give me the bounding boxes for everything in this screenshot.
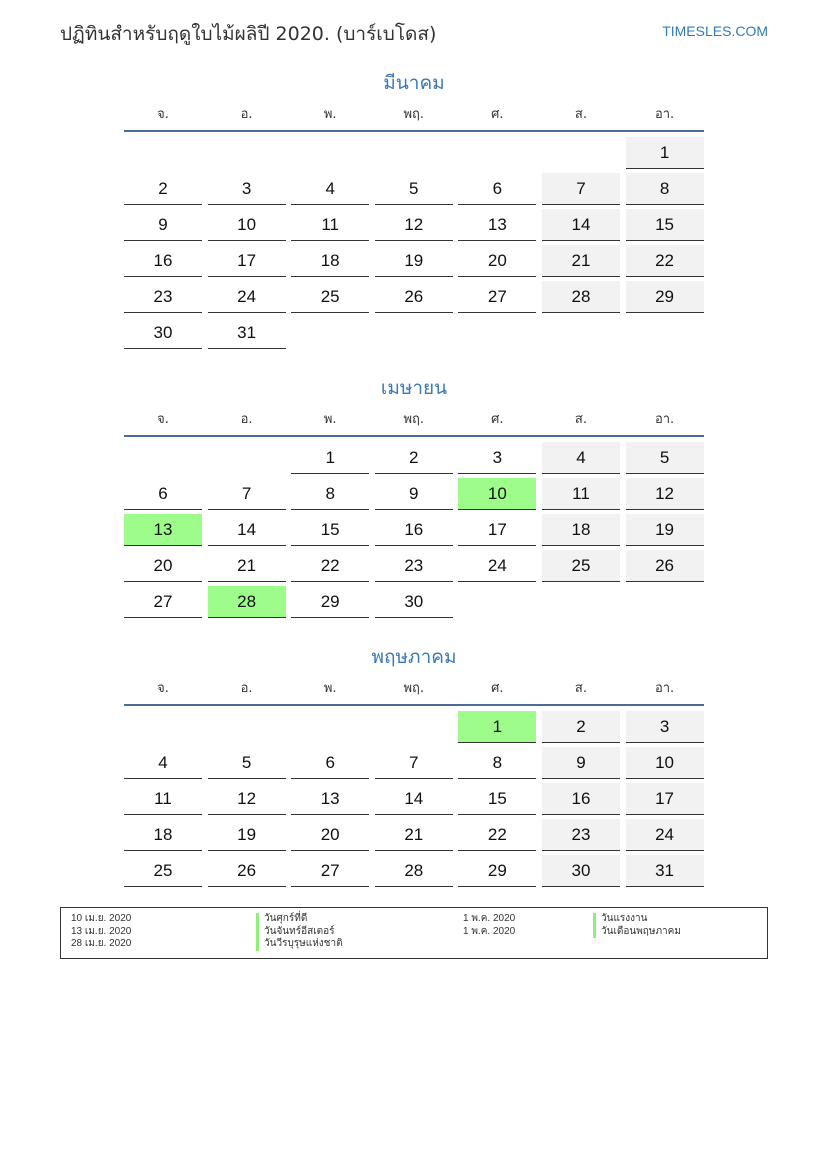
day-cell[interactable]: 6 xyxy=(124,478,202,510)
day-cell[interactable]: 28 xyxy=(542,281,620,313)
day-cell[interactable]: 14 xyxy=(208,514,286,546)
day-cell[interactable]: 1 xyxy=(626,137,704,169)
weekday-label: ศ. xyxy=(491,107,504,122)
day-cell[interactable]: 12 xyxy=(208,783,286,815)
legend-holiday-name: วันแรงงาน xyxy=(593,913,681,926)
day-cell[interactable]: 13 xyxy=(291,783,369,815)
day-cell[interactable]: 7 xyxy=(542,173,620,205)
day-cell[interactable]: 10 xyxy=(208,209,286,241)
weekday-label: พฤ. xyxy=(403,412,425,427)
day-cell[interactable]: 7 xyxy=(208,478,286,510)
day-cell[interactable]: 30 xyxy=(542,855,620,887)
legend-holiday-name: วันวีรบุรุษแห่งชาติ xyxy=(256,938,343,951)
day-cell[interactable]: 17 xyxy=(458,514,536,546)
weekday-label: จ. xyxy=(157,412,169,427)
weekday-label: ศ. xyxy=(491,681,504,696)
empty-cell xyxy=(208,137,286,169)
empty-cell xyxy=(208,442,286,474)
day-cell[interactable]: 3 xyxy=(208,173,286,205)
day-cell[interactable]: 6 xyxy=(458,173,536,205)
legend-dates-left xyxy=(71,913,131,951)
day-grid xyxy=(124,442,704,622)
legend-names-left xyxy=(256,913,343,951)
day-cell[interactable]: 12 xyxy=(375,209,453,241)
day-grid xyxy=(124,711,704,891)
day-cell[interactable]: 25 xyxy=(291,281,369,313)
day-cell[interactable]: 27 xyxy=(291,855,369,887)
empty-cell xyxy=(208,711,286,743)
day-cell[interactable]: 16 xyxy=(375,514,453,546)
day-cell[interactable]: 21 xyxy=(375,819,453,851)
legend-date: 1 พ.ค. 2020 xyxy=(463,913,516,924)
day-cell[interactable]: 13 xyxy=(458,209,536,241)
day-cell[interactable]: 9 xyxy=(124,209,202,241)
weekday-label: อา. xyxy=(654,681,675,696)
weekday-label: อ. xyxy=(240,412,253,427)
day-cell[interactable]: 11 xyxy=(291,209,369,241)
legend-holiday-name: วันศุกร์ที่ดี xyxy=(256,913,343,926)
weekday-label: พ. xyxy=(323,412,337,427)
day-cell[interactable]: 15 xyxy=(291,514,369,546)
day-cell[interactable]: 3 xyxy=(458,442,536,474)
day-cell[interactable]: 18 xyxy=(124,819,202,851)
weekday-label: พฤ. xyxy=(403,681,425,696)
holiday-day-cell[interactable]: 28 xyxy=(208,586,286,618)
day-cell[interactable]: 25 xyxy=(542,550,620,582)
empty-cell xyxy=(291,711,369,743)
day-cell[interactable]: 9 xyxy=(542,747,620,779)
day-cell[interactable]: 22 xyxy=(291,550,369,582)
empty-cell xyxy=(458,137,536,169)
day-cell[interactable]: 20 xyxy=(124,550,202,582)
day-cell[interactable]: 21 xyxy=(542,245,620,277)
legend-holiday-name: วันเดือนพฤษภาคม xyxy=(593,926,681,939)
weekday-label: อ. xyxy=(240,107,253,122)
month-title: มีนาคม xyxy=(383,72,445,94)
day-cell[interactable]: 7 xyxy=(375,747,453,779)
empty-cell xyxy=(375,137,453,169)
day-cell[interactable]: 4 xyxy=(291,173,369,205)
site-link[interactable]: TIMESLES.COM xyxy=(662,23,768,39)
empty-cell xyxy=(124,442,202,474)
day-cell[interactable]: 27 xyxy=(124,586,202,618)
day-cell[interactable]: 1 xyxy=(291,442,369,474)
day-cell[interactable]: 31 xyxy=(208,317,286,349)
day-cell[interactable]: 14 xyxy=(375,783,453,815)
day-cell[interactable]: 21 xyxy=(208,550,286,582)
day-cell[interactable]: 5 xyxy=(626,442,704,474)
empty-cell xyxy=(124,711,202,743)
day-cell[interactable]: 15 xyxy=(626,209,704,241)
empty-cell xyxy=(375,711,453,743)
day-cell[interactable]: 15 xyxy=(458,783,536,815)
empty-cell xyxy=(124,137,202,169)
holiday-day-cell[interactable]: 1 xyxy=(458,711,536,743)
day-cell[interactable]: 16 xyxy=(542,783,620,815)
month-march xyxy=(124,70,704,353)
day-cell[interactable]: 26 xyxy=(208,855,286,887)
day-cell[interactable]: 22 xyxy=(626,245,704,277)
legend-date: 1 พ.ค. 2020 xyxy=(463,925,516,937)
empty-cell xyxy=(291,137,369,169)
day-cell[interactable]: 30 xyxy=(124,317,202,349)
empty-cell xyxy=(542,137,620,169)
day-cell[interactable]: 24 xyxy=(208,281,286,313)
day-cell[interactable]: 8 xyxy=(458,747,536,779)
day-cell[interactable]: 8 xyxy=(626,173,704,205)
legend-date: 28 เม.ย. 2020 xyxy=(71,938,132,949)
weekday-label: อา. xyxy=(654,412,675,427)
day-cell[interactable]: 19 xyxy=(626,514,704,546)
weekday-header xyxy=(124,102,704,132)
legend-holiday-name: วันจันทร์อีสเตอร์ xyxy=(256,926,343,939)
holiday-day-cell[interactable]: 10 xyxy=(458,478,536,510)
day-cell[interactable]: 3 xyxy=(626,711,704,743)
day-cell[interactable]: 5 xyxy=(375,173,453,205)
weekday-label: ส. xyxy=(574,681,587,696)
day-cell[interactable]: 20 xyxy=(458,245,536,277)
day-cell[interactable]: 22 xyxy=(458,819,536,851)
day-cell[interactable]: 2 xyxy=(375,442,453,474)
day-cell[interactable]: 29 xyxy=(626,281,704,313)
weekday-header xyxy=(124,407,704,437)
day-cell[interactable]: 17 xyxy=(626,783,704,815)
weekday-label: ส. xyxy=(574,107,587,122)
day-cell[interactable]: 18 xyxy=(542,514,620,546)
day-cell[interactable]: 31 xyxy=(626,855,704,887)
page-title: ปฏิทินสำหรับฤดูใบไม้ผลิปี 2020. (บาร์เบโดส) xyxy=(60,23,437,45)
day-cell[interactable]: 29 xyxy=(458,855,536,887)
day-cell[interactable]: 23 xyxy=(375,550,453,582)
day-cell[interactable]: 19 xyxy=(375,245,453,277)
weekday-label: จ. xyxy=(157,681,169,696)
day-cell[interactable]: 6 xyxy=(291,747,369,779)
weekday-label: ส. xyxy=(574,412,587,427)
legend-date: 13 เม.ย. 2020 xyxy=(71,925,132,937)
day-cell[interactable]: 26 xyxy=(626,550,704,582)
month-may xyxy=(124,644,704,891)
legend-dates-right xyxy=(463,913,515,938)
weekday-label: อ. xyxy=(240,681,253,696)
day-cell[interactable]: 19 xyxy=(208,819,286,851)
weekday-label: จ. xyxy=(157,107,169,122)
weekday-label: อา. xyxy=(654,107,675,122)
month-april xyxy=(124,375,704,622)
day-cell[interactable]: 18 xyxy=(291,245,369,277)
day-cell[interactable]: 23 xyxy=(542,819,620,851)
weekday-label: พ. xyxy=(323,681,337,696)
holiday-legend xyxy=(60,907,768,959)
day-cell[interactable]: 16 xyxy=(124,245,202,277)
day-cell[interactable]: 17 xyxy=(208,245,286,277)
day-cell[interactable]: 10 xyxy=(626,747,704,779)
day-cell[interactable]: 11 xyxy=(124,783,202,815)
day-cell[interactable]: 26 xyxy=(375,281,453,313)
day-grid xyxy=(124,137,704,353)
day-cell[interactable]: 11 xyxy=(542,478,620,510)
day-cell[interactable]: 30 xyxy=(375,586,453,618)
legend-names-right xyxy=(593,913,681,938)
day-cell[interactable]: 23 xyxy=(124,281,202,313)
day-cell[interactable]: 2 xyxy=(124,173,202,205)
day-cell[interactable]: 12 xyxy=(626,478,704,510)
day-cell[interactable]: 4 xyxy=(124,747,202,779)
day-cell[interactable]: 28 xyxy=(375,855,453,887)
day-cell[interactable]: 24 xyxy=(626,819,704,851)
day-cell[interactable]: 29 xyxy=(291,586,369,618)
day-cell[interactable]: 27 xyxy=(458,281,536,313)
weekday-label: ศ. xyxy=(491,412,504,427)
weekday-label: พ. xyxy=(323,107,337,122)
legend-date: 10 เม.ย. 2020 xyxy=(71,913,132,924)
holiday-day-cell[interactable]: 13 xyxy=(124,514,202,546)
day-cell[interactable]: 14 xyxy=(542,209,620,241)
day-cell[interactable]: 2 xyxy=(542,711,620,743)
day-cell[interactable]: 5 xyxy=(208,747,286,779)
month-title: เมษายน xyxy=(380,377,448,399)
day-cell[interactable]: 4 xyxy=(542,442,620,474)
day-cell[interactable]: 25 xyxy=(124,855,202,887)
day-cell[interactable]: 8 xyxy=(291,478,369,510)
month-title: พฤษภาคม xyxy=(371,646,457,668)
day-cell[interactable]: 24 xyxy=(458,550,536,582)
day-cell[interactable]: 9 xyxy=(375,478,453,510)
weekday-header xyxy=(124,676,704,706)
weekday-label: พฤ. xyxy=(403,107,425,122)
day-cell[interactable]: 20 xyxy=(291,819,369,851)
